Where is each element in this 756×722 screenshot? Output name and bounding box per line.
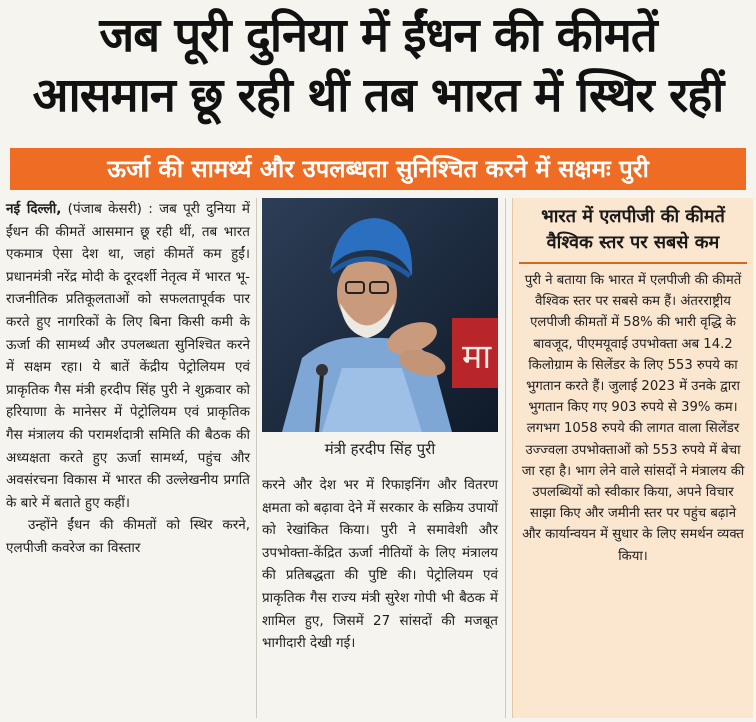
column-divider bbox=[505, 198, 506, 718]
headline bbox=[0, 0, 756, 138]
svg-text:मा: मा bbox=[462, 337, 492, 377]
headline-line-2: आसमान छू रही थीं तब भारत में स्थिर रहीं bbox=[32, 68, 724, 123]
photo-caption: मंत्री हरदीप सिंह पुरी bbox=[262, 432, 498, 466]
paragraph-1-text: जब पूरी दुनिया में ईंधन की कीमतें आसमान छू रही थीं, तब भारत एकमात्र ऐसा देश था, जहां कीमतें कम हुईं। प्रधानमंत्री नरेंद्र मोदी के दूरदर्शी नेतृत्व में भारत भू-राजनीतिक प्रतिकूलताओं को सफलतापूर्वक पार करते हुए नागरिकों के लिए बिना किसी कमी के ऊर्जा की सामर्थ्य और उपलब्धता सुनिश्चित करने में सक्षम रहा। ये बातें केंद्रीय पेट्रोलियम एवं प्राकृतिक गैस मंत्री हरदीप सिंह पुरी ने शुक्रवार को हरियाणा के मानेसर में पेट्रोलियम एवं प्राकृतिक गैस मंत्रालय की परामर्शदात्री समिति की बैठक की अध्यक्षता करते हुए ऊर्जा सामर्थ्य, पहुंच और अवसंरचना विकास में भारत की उल्लेखनीय प्रगति के बारे में बताते हुए कहीं। bbox=[6, 201, 251, 511]
article-column-2 bbox=[262, 474, 498, 655]
source-credit: (पंजाब केसरी) : bbox=[61, 201, 153, 217]
dateline: नई दिल्ली, bbox=[6, 201, 62, 217]
subheadline-banner: ऊर्जा की सामर्थ्य और उपलब्धता सुनिश्चित करने में सक्षमः पुरी bbox=[10, 148, 746, 190]
article-paragraph-1 bbox=[6, 198, 250, 514]
sidebar-title: भारत में एलपीजी की कीमतें वैश्विक स्तर पर सबसे कम bbox=[519, 204, 747, 264]
column-divider bbox=[256, 198, 257, 718]
article-paragraph-2: उन्होंने ईंधन की कीमतों को स्थिर करने, एलपीजी कवरेज का विस्तार bbox=[6, 517, 250, 556]
sidebar-box bbox=[512, 198, 753, 718]
portrait-illustration bbox=[262, 198, 498, 432]
article-column-1 bbox=[6, 198, 250, 560]
headline-line-1: जब पूरी दुनिया में ईंधन की कीमतें bbox=[99, 8, 657, 63]
sidebar-body: पुरी ने बताया कि भारत में एलपीजी की कीमतें वैश्विक स्तर पर सबसे कम हैं। अंतरराष्ट्रीय एलपीजी कीमतों में 58% की भारी वृद्धि के बावजूद, पीएमयूवाई उपभोक्ता अब 14.2 किलोग्राम के सिलेंडर के लिए 553 रुपये का भुगतान करते हैं। जुलाई 2023 में उनके द्वारा भुगतान किए गए 903 रुपये से 39% कम। लगभग 1058 रुपये की लागत वाला सिलेंडर उज्ज्वला उपभोक्ताओं को 553 रुपये में बेचा जा रहा है। भाग लेने वाले सांसदों ने मंत्रालय की उपलब्धियों को स्वीकार किया, अपने विचार साझा किए और जमीनी स्तर पर पहुंच बढ़ाने और कार्यान्वयन में सुधार के लिए समर्थन व्यक्त किया। bbox=[521, 273, 745, 564]
minister-photo bbox=[262, 198, 498, 432]
article-paragraph-3: करने और देश भर में रिफाइनिंग और वितरण क्षमता को बढ़ावा देने में सरकार के सक्रिय उपायों को रेखांकित किया। पुरी ने समावेशी और उपभोक्ता-केंद्रित ऊर्जा नीतियों के लिए मंत्रालय की प्रतिबद्धता की पुष्टि की। पेट्रोलियम एवं प्राकृतिक गैस राज्य मंत्री सुरेश गोपी भी बैठक में शामिल हुए, जिसमें 27 सांसदों की मजबूत भागीदारी देखी गई। bbox=[262, 477, 498, 652]
